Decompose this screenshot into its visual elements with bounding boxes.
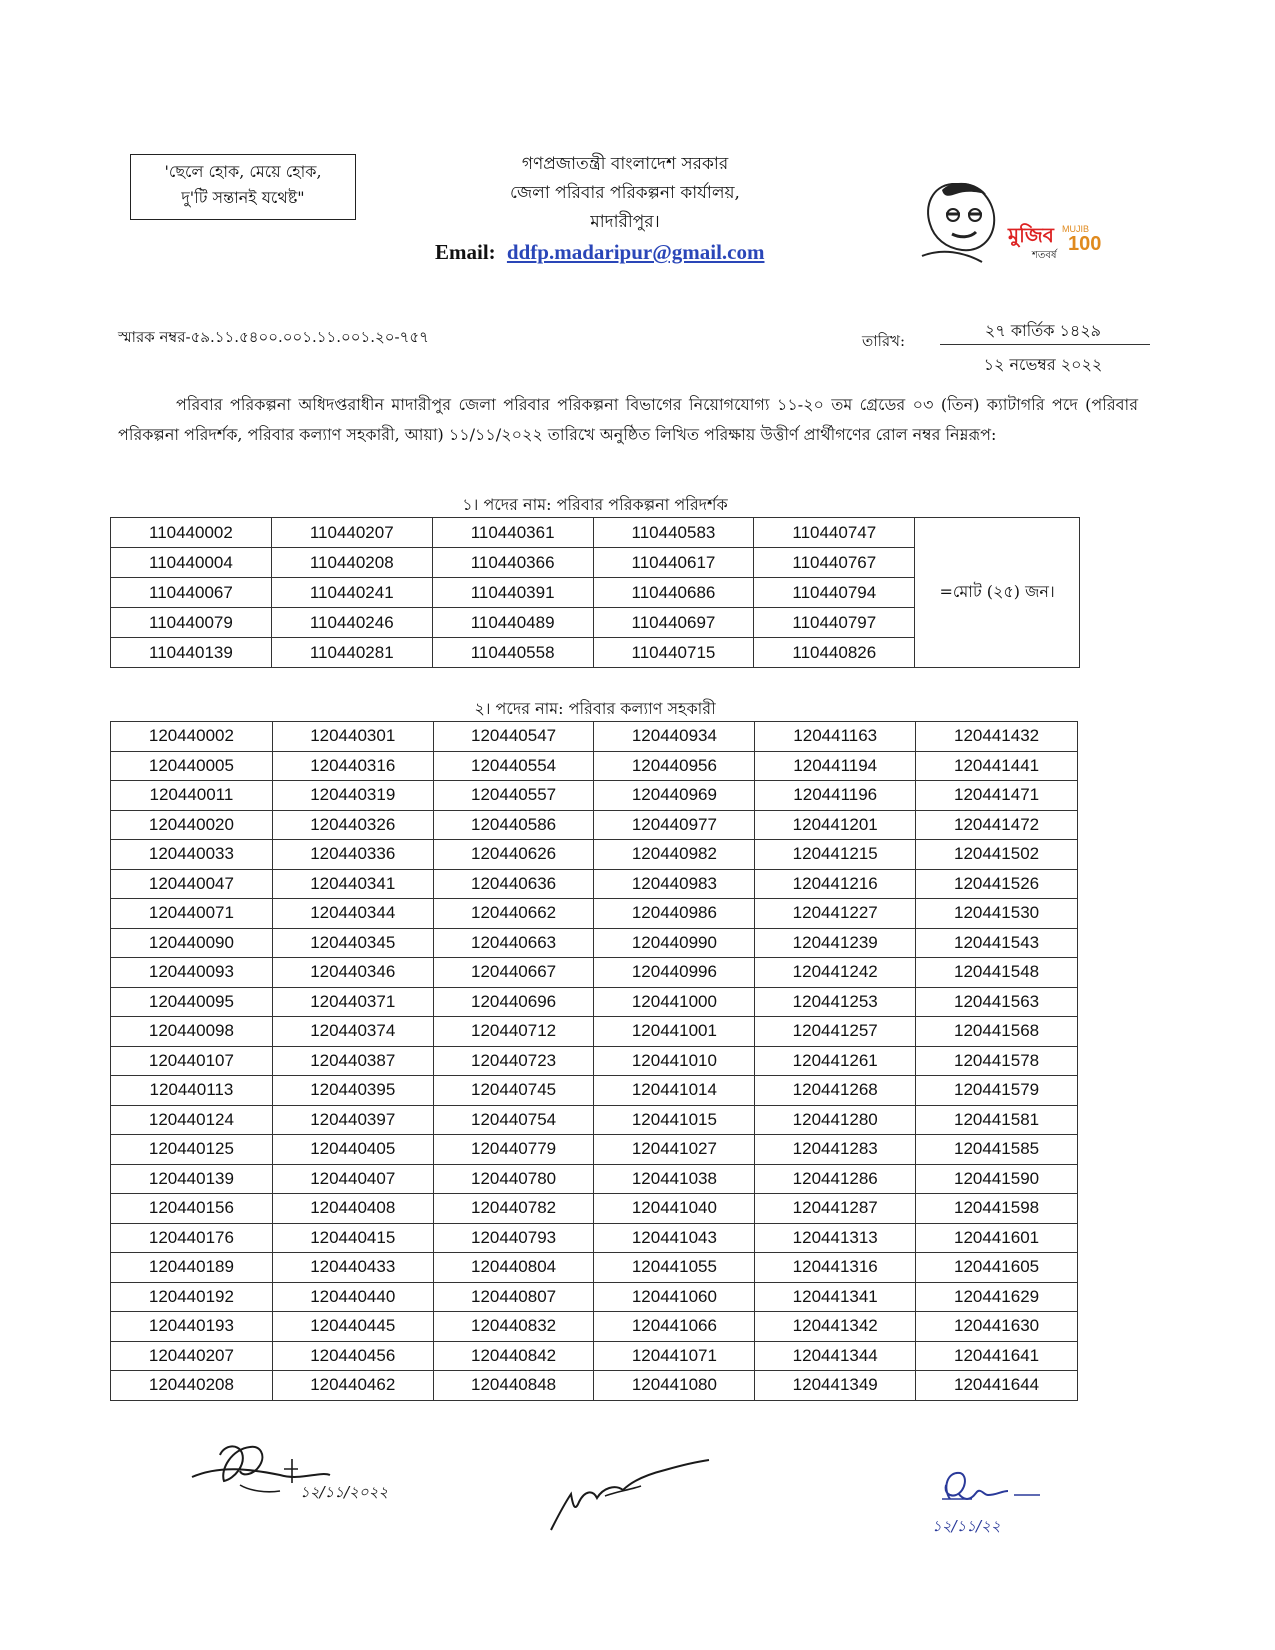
roll-cell: 120440397 [272,1105,433,1135]
roll-cell: 110440697 [593,608,754,638]
slogan-line-2: দু'টি সন্তানই যথেষ্ট" [181,188,305,207]
roll-cell: 120441280 [755,1105,916,1135]
roll-cell: 120440636 [433,869,594,899]
roll-cell: 120441543 [916,928,1078,958]
roll-cell: 110440004 [111,548,272,578]
roll-cell: 120441598 [916,1194,1078,1224]
roll-cell: 120440754 [433,1105,594,1135]
table-row [111,1282,1078,1312]
roll-cell: 120441530 [916,899,1078,929]
roll-cell: 120441227 [755,899,916,929]
roll-cell: 120441630 [916,1312,1078,1342]
roll-cell: 110440686 [593,578,754,608]
roll-cell: 120440139 [111,1164,273,1194]
roll-cell: 120440793 [433,1223,594,1253]
logo-num-text: 100 [1068,233,1102,255]
roll-cell: 110440208 [271,548,432,578]
roll-cell: 120441605 [916,1253,1078,1283]
roll-cell: 120440696 [433,987,594,1017]
roll-cell: 120440341 [272,869,433,899]
roll-cell: 120441253 [755,987,916,1017]
roll-cell: 120440804 [433,1253,594,1283]
roll-cell: 120441015 [594,1105,755,1135]
roll-cell: 110440067 [111,578,272,608]
table-row [111,1341,1078,1371]
table-row [111,1371,1078,1401]
roll-cell: 120440107 [111,1046,273,1076]
roll-cell: 120440113 [111,1076,273,1106]
roll-cell: 120441201 [755,810,916,840]
table-row [111,1164,1078,1194]
roll-cell: 110440797 [754,608,915,638]
table-row [111,722,1078,752]
roll-cell: 120440712 [433,1017,594,1047]
table-row [111,928,1078,958]
roll-cell: 120440969 [594,781,755,811]
table-row [111,1253,1078,1283]
signature-3 [930,1465,1110,1540]
roll-cell: 120441055 [594,1253,755,1283]
notice-paragraph: পরিবার পরিকল্পনা অধিদপ্তরাধীন মাদারীপুর জেলা পরিবার পরিকল্পনা বিভাগের নিয়োগযোগ্য ১১-২০ তম গ্রেডের ০৩ (তিন) ক্যাটাগরি পদে (পরিবার পরিকল্পনা পরিদর্শক, পরিবার কল্যাণ সহকারী, আয়া) ১১/১১/২০২২ তারিখে অনুষ্ঠিত লিখিত পরিক্ষায় উত্তীর্ণ প্রার্থীগণের রোল নম্বর নিম্নরূপ: [118,395,1138,444]
roll-cell: 120441548 [916,958,1078,988]
roll-cell: 120440983 [594,869,755,899]
roll-cell: 120441163 [755,722,916,752]
roll-cell: 120440371 [272,987,433,1017]
roll-cell: 120440956 [594,751,755,781]
signature-1-date: ১২/১১/২০২২ [300,1483,389,1501]
roll-cell: 110440747 [754,518,915,548]
roll-cell: 120440996 [594,958,755,988]
roll-cell: 110440246 [271,608,432,638]
roll-cell: 120440782 [433,1194,594,1224]
date-english: ১২ নভেম্বর ২০২২ [983,355,1103,374]
roll-cell: 120440189 [111,1253,273,1283]
roll-cell: 110440826 [754,638,915,668]
memo-number: স্মারক নম্বর-৫৯.১১.৫৪০০.০০১.১১.০০১.২০-৭৫৭ [118,328,429,346]
roll-cell: 120441242 [755,958,916,988]
portrait-outline [928,184,994,250]
roll-cell: 120440832 [433,1312,594,1342]
roll-cell: 120440405 [272,1135,433,1165]
roll-cell: 120440011 [111,781,273,811]
roll-cell: 120440990 [594,928,755,958]
roll-cell: 120441066 [594,1312,755,1342]
roll-cell: 120441283 [755,1135,916,1165]
roll-cell: 120440554 [433,751,594,781]
roll-cell: 120440176 [111,1223,273,1253]
section2-table [110,721,1078,1401]
roll-cell: 120440301 [272,722,433,752]
slogan-line-1: 'ছেলে হোক, মেয়ে হোক, [164,162,322,181]
logo-en-text: MUJIB [1062,224,1089,234]
roll-cell: 120440395 [272,1076,433,1106]
header-line-3: মাদারীপুর। [590,212,660,232]
roll-cell: 120441349 [755,1371,916,1401]
signature-2 [545,1450,725,1540]
roll-cell: 120440667 [433,958,594,988]
roll-cell: 120441080 [594,1371,755,1401]
roll-cell: 120440095 [111,987,273,1017]
roll-cell: 120440440 [272,1282,433,1312]
table-row [111,1017,1078,1047]
roll-cell: 120440662 [433,899,594,929]
roll-cell: 120440986 [594,899,755,929]
roll-cell: 120440336 [272,840,433,870]
roll-cell: 120441001 [594,1017,755,1047]
roll-cell: 110440079 [111,608,272,638]
roll-cell: 120441578 [916,1046,1078,1076]
roll-cell: 120440626 [433,840,594,870]
roll-cell: 120440407 [272,1164,433,1194]
table-row [111,899,1078,929]
section1-title: ১। পদের নাম: পরিবার পরিকল্পনা পরিদর্শক [462,495,728,514]
table-row [111,1046,1078,1076]
roll-cell: 110440715 [593,638,754,668]
date-block [938,314,1148,382]
roll-cell: 120440408 [272,1194,433,1224]
roll-cell: 120440346 [272,958,433,988]
table-row [111,1076,1078,1106]
roll-cell: 110440361 [432,518,593,548]
logo-sub-text: শতবর্ষ [1032,250,1057,261]
roll-cell: 120441441 [916,751,1078,781]
header-line-1: গণপ্রজাতন্ত্রী বাংলাদেশ সরকার [521,154,729,174]
roll-cell: 120440557 [433,781,594,811]
roll-cell: 120441579 [916,1076,1078,1106]
table-row [111,1105,1078,1135]
roll-cell: 120440934 [594,722,755,752]
roll-cell: 120441644 [916,1371,1078,1401]
roll-cell: 120440020 [111,810,273,840]
slogan-box [130,154,356,220]
roll-cell: 120441342 [755,1312,916,1342]
roll-cell: 120441038 [594,1164,755,1194]
roll-cell: 120441239 [755,928,916,958]
roll-cell: 120440345 [272,928,433,958]
table-row [111,1194,1078,1224]
section1-table [110,517,1080,668]
roll-cell: 120441502 [916,840,1078,870]
roll-cell: 120441581 [916,1105,1078,1135]
roll-cell: 120440319 [272,781,433,811]
roll-cell: 110440207 [271,518,432,548]
roll-cell: 120440124 [111,1105,273,1135]
roll-cell: 120440387 [272,1046,433,1076]
roll-cell: 120441563 [916,987,1078,1017]
roll-cell: 120441257 [755,1017,916,1047]
roll-cell: 120441432 [916,722,1078,752]
roll-cell: 120440125 [111,1135,273,1165]
roll-cell: 120440005 [111,751,273,781]
roll-cell: 120441313 [755,1223,916,1253]
roll-cell: 120440977 [594,810,755,840]
portrait-collar [922,252,982,262]
roll-cell: 120441000 [594,987,755,1017]
roll-cell: 110440241 [271,578,432,608]
roll-cell: 120440586 [433,810,594,840]
roll-cell: 120441601 [916,1223,1078,1253]
signature-1 [180,1435,450,1515]
roll-cell: 120440090 [111,928,273,958]
roll-cell: 120441043 [594,1223,755,1253]
roll-cell: 120440663 [433,928,594,958]
roll-cell: 120440433 [272,1253,433,1283]
table-row [111,781,1078,811]
roll-cell: 120440033 [111,840,273,870]
roll-cell: 120441287 [755,1194,916,1224]
roll-cell: 120440071 [111,899,273,929]
roll-cell: 120441196 [755,781,916,811]
roll-cell: 120441629 [916,1282,1078,1312]
roll-cell: 120440002 [111,722,273,752]
roll-cell: 120441268 [755,1076,916,1106]
roll-cell: 110440391 [432,578,593,608]
roll-cell: 120441014 [594,1076,755,1106]
roll-cell: 120440415 [272,1223,433,1253]
roll-cell: 110440767 [754,548,915,578]
table-row [111,518,1080,548]
roll-cell: 120441071 [594,1341,755,1371]
roll-cell: 120440374 [272,1017,433,1047]
roll-cell: 120441040 [594,1194,755,1224]
roll-cell: 120440780 [433,1164,594,1194]
roll-cell: 120440745 [433,1076,594,1106]
roll-cell: 110440139 [111,638,272,668]
roll-cell: 120441341 [755,1282,916,1312]
roll-cell: 120440316 [272,751,433,781]
roll-cell: 120440779 [433,1135,594,1165]
roll-cell: 110440489 [432,608,593,638]
roll-cell: 120440456 [272,1341,433,1371]
section2-title: ২। পদের নাম: পরিবার কল্যাণ সহকারী [474,699,716,718]
email-label: Email: [435,240,496,264]
roll-cell: 110440794 [754,578,915,608]
roll-cell: 110440281 [271,638,432,668]
roll-cell: 120440842 [433,1341,594,1371]
roll-cell: 120440208 [111,1371,273,1401]
roll-cell: 120441060 [594,1282,755,1312]
roll-cell: 120441194 [755,751,916,781]
roll-cell: 120441526 [916,869,1078,899]
roll-cell: 120441472 [916,810,1078,840]
roll-cell: 120441568 [916,1017,1078,1047]
roll-cell: 120440193 [111,1312,273,1342]
roll-cell: 110440002 [111,518,272,548]
date-bangla: ২৭ কার্তিক ১৪২৯ [984,321,1102,340]
roll-cell: 120440807 [433,1282,594,1312]
roll-cell: 120440848 [433,1371,594,1401]
roll-cell: 120440047 [111,869,273,899]
roll-cell: 120441316 [755,1253,916,1283]
roll-cell: 120440445 [272,1312,433,1342]
roll-cell: 120440344 [272,899,433,929]
roll-cell: 120440326 [272,810,433,840]
roll-cell: 110440366 [432,548,593,578]
table-row [111,1223,1078,1253]
date-label: তারিখ: [862,332,906,350]
table-row [111,751,1078,781]
roll-cell: 110440583 [593,518,754,548]
roll-cell: 120441027 [594,1135,755,1165]
roll-cell: 120441286 [755,1164,916,1194]
roll-cell: 120441641 [916,1341,1078,1371]
roll-cell: 120440098 [111,1017,273,1047]
table-row [111,958,1078,988]
roll-cell: 120441585 [916,1135,1078,1165]
roll-cell: 120440723 [433,1046,594,1076]
roll-cell: 120440547 [433,722,594,752]
header-line-2: জেলা পরিবার পরিকল্পনা কার্যালয়, [510,183,740,203]
date-divider [940,344,1150,345]
roll-cell: 120440093 [111,958,273,988]
roll-cell: 120441215 [755,840,916,870]
roll-cell: 120440192 [111,1282,273,1312]
mujib-100-logo [912,178,1127,270]
roll-cell: 120440207 [111,1341,273,1371]
table-row [111,987,1078,1017]
table-row [111,810,1078,840]
roll-cell: 120441261 [755,1046,916,1076]
roll-cell: 110440558 [432,638,593,668]
office-header [420,150,830,237]
email-link[interactable]: ddfp.madaripur@gmail.com [506,240,765,264]
roll-cell: 120441010 [594,1046,755,1076]
roll-cell: 120440462 [272,1371,433,1401]
table-row [111,840,1078,870]
roll-cell: 120441590 [916,1164,1078,1194]
roll-cell: 120441471 [916,781,1078,811]
section1-total: =মোট (২৫) জন। [915,518,1080,668]
table-row [111,1135,1078,1165]
roll-cell: 120440156 [111,1194,273,1224]
roll-cell: 120441216 [755,869,916,899]
signature-3-date: ১২/১১/২২ [932,1517,1001,1535]
logo-bn-text: মুজিব [1008,223,1054,247]
table-row [111,1312,1078,1342]
email-line [435,240,764,265]
roll-cell: 120441344 [755,1341,916,1371]
roll-cell: 110440617 [593,548,754,578]
table-row [111,869,1078,899]
roll-cell: 120440982 [594,840,755,870]
